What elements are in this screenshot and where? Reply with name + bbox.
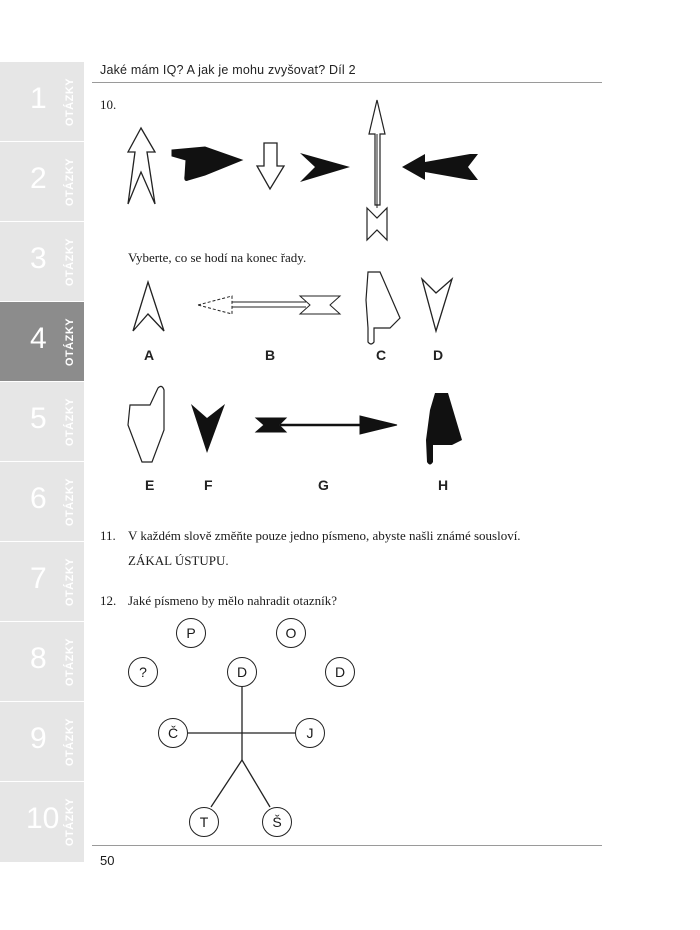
option-e-figure	[128, 386, 164, 462]
sequence-arrow-2-pointing-hand	[172, 147, 242, 181]
node-t: T	[189, 807, 219, 837]
node-j: J	[295, 718, 325, 748]
chapter-tab-number: 1	[30, 82, 47, 115]
node-d-center: D	[227, 657, 257, 687]
option-c-label: C	[376, 347, 387, 363]
node-s-caron: Š	[262, 807, 292, 837]
chapter-tab-number: 4	[30, 322, 47, 355]
chapter-tab-label: OTÁZKY	[64, 237, 77, 287]
sequence-arrow-5-long-vertical	[367, 100, 387, 240]
sequence-arrow-6-left-fletched	[402, 154, 478, 180]
option-h-label: H	[438, 477, 449, 493]
sequence-arrow-1-up-outline	[128, 128, 155, 204]
option-d-figure	[422, 279, 452, 331]
running-header: Jaké mám IQ? A jak je mohu zvyšovat? Díl 2	[100, 63, 356, 77]
chapter-tab-number: 8	[30, 642, 47, 675]
option-h-figure	[426, 393, 462, 465]
chapter-tab-label: OTÁZKY	[64, 637, 77, 687]
chapter-tab-label: OTÁZKY	[64, 317, 77, 367]
chapter-tab-label: OTÁZKY	[64, 557, 77, 607]
question-11-text: V každém slově změňte pouze jedno písmeno, abyste našli známé sousloví.	[128, 528, 521, 543]
chapter-tab-number: 5	[30, 402, 47, 435]
node-o: O	[276, 618, 306, 648]
option-b-label: B	[265, 347, 276, 363]
chapter-tab-label: OTÁZKY	[64, 717, 77, 767]
chapter-tab-number: 7	[30, 562, 47, 595]
option-a-figure	[133, 282, 164, 331]
question-11-phrase: ZÁKAL ÚSTUPU.	[128, 553, 229, 568]
question-12-number: 12.	[100, 593, 117, 608]
node-question-mark: ?	[128, 657, 158, 687]
chapter-tab-number: 10	[26, 802, 60, 835]
chapter-tab-number: 2	[30, 162, 47, 195]
chapter-tab-label: OTÁZKY	[64, 157, 77, 207]
option-d-label: D	[433, 347, 444, 363]
question-12-text: Jaké písmeno by mělo nahradit otazník?	[128, 593, 338, 608]
option-g-label: G	[318, 477, 329, 493]
chapter-tab-number: 3	[30, 242, 47, 275]
chapter-tab-number: 6	[30, 482, 47, 515]
option-f-figure	[191, 404, 225, 453]
chapter-tab-number: 9	[30, 722, 47, 755]
chapter-tab-label: OTÁZKY	[64, 397, 77, 447]
question-11-number: 11.	[100, 528, 116, 543]
node-d-right: D	[325, 657, 355, 687]
option-b-figure	[198, 296, 340, 314]
option-c-figure	[366, 272, 400, 344]
option-e-label: E	[145, 477, 155, 493]
question-12-connector-lines	[188, 687, 295, 807]
node-p: P	[176, 618, 206, 648]
question-10-number: 10.	[100, 97, 117, 112]
chapter-tab-label: OTÁZKY	[64, 797, 77, 847]
option-f-label: F	[204, 477, 213, 493]
sequence-arrow-3-down-outline	[257, 143, 284, 189]
sequence-arrow-4-chevron-right	[300, 153, 350, 182]
option-g-figure	[256, 416, 397, 434]
question-10-instruction: Vyberte, co se hodí na konec řady.	[128, 250, 307, 265]
chapter-tab-label: OTÁZKY	[64, 477, 77, 527]
page-number: 50	[100, 853, 115, 868]
chapter-tab-label: OTÁZKY	[64, 77, 77, 127]
node-c-caron: Č	[158, 718, 188, 748]
option-a-label: A	[144, 347, 155, 363]
footer-rule	[92, 845, 602, 846]
